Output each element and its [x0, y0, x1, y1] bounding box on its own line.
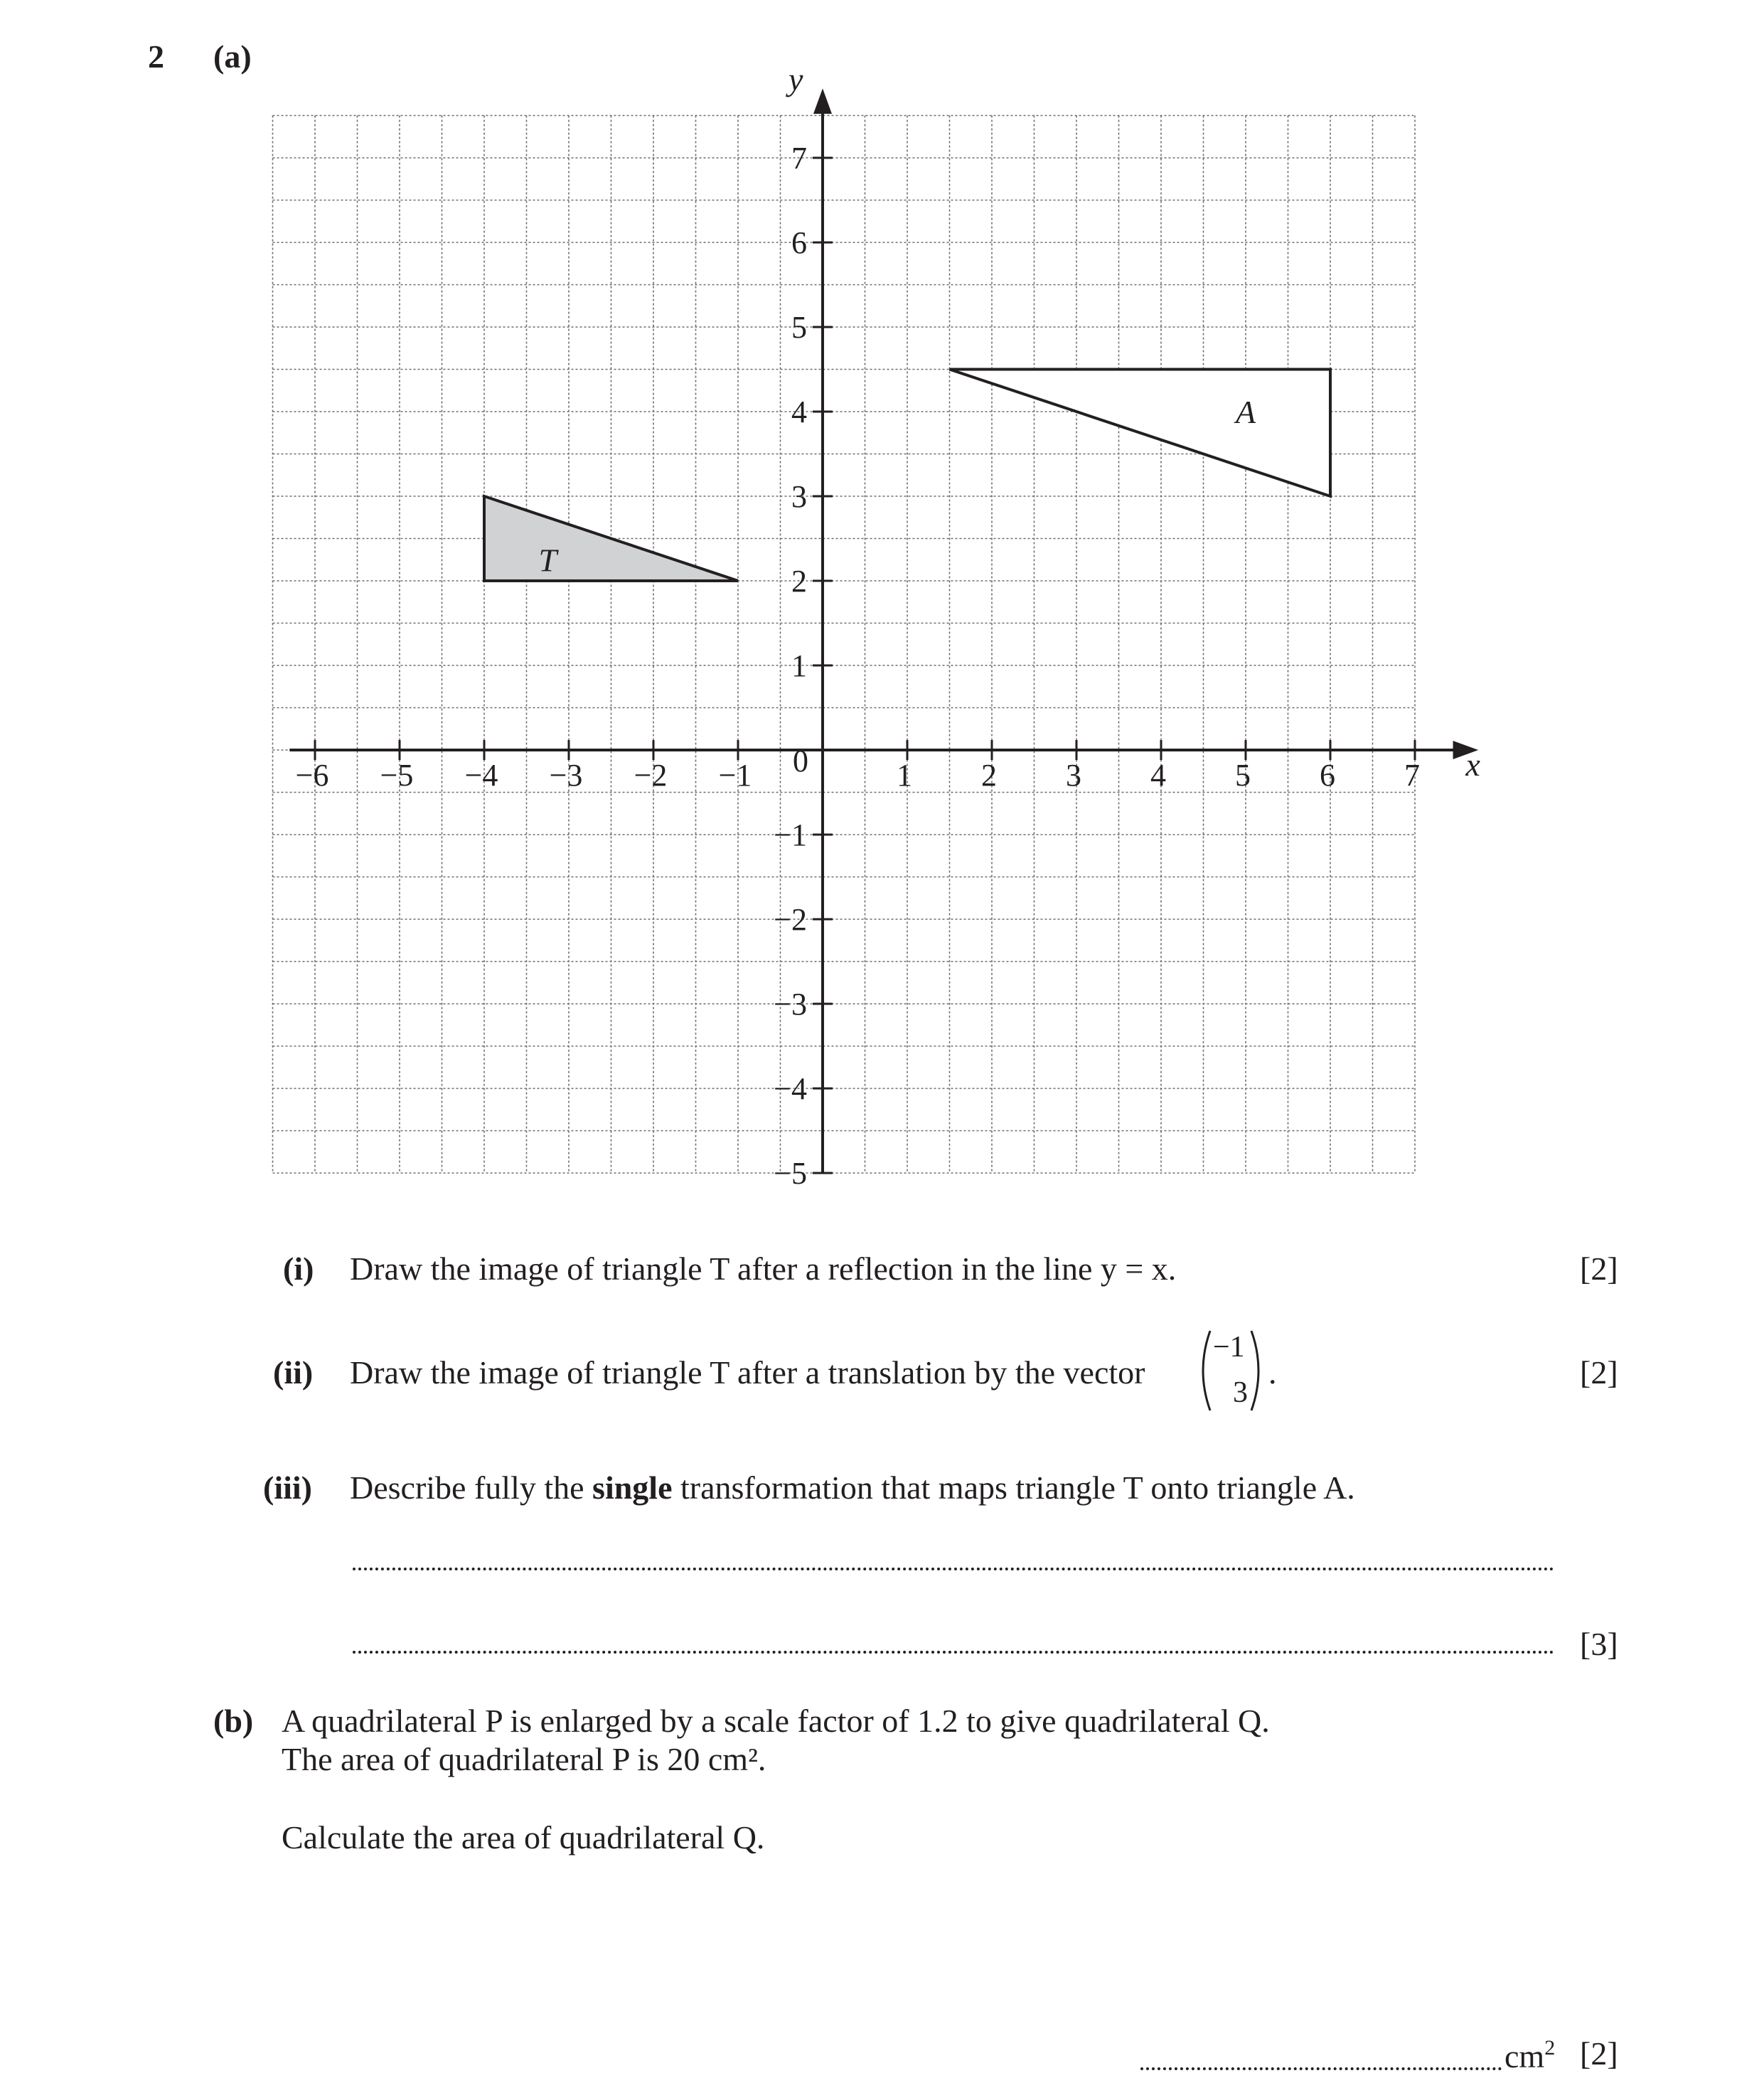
- sub-i-label: (i): [283, 1250, 314, 1287]
- x-tick-label: 5: [1235, 758, 1251, 793]
- triangle-a[interactable]: [950, 370, 1331, 497]
- y-tick-label: 5: [791, 310, 807, 345]
- answer-unit: [1504, 2037, 1555, 2073]
- sub-iii-text: [350, 1469, 1355, 1506]
- y-tick-label: 1: [791, 648, 807, 683]
- x-tick-label: −6: [295, 758, 329, 793]
- y-tick-label: −4: [774, 1071, 807, 1106]
- x-tick-label: −5: [380, 758, 414, 793]
- answer-unit-power: 2: [1544, 2036, 1556, 2060]
- part-b-marks: [2]: [1580, 2035, 1618, 2072]
- part-b-line-3: Calculate the area of quadrilateral Q.: [282, 1819, 765, 1855]
- y-tick-label: −5: [774, 1156, 807, 1191]
- sub-ii-label: (ii): [273, 1354, 314, 1391]
- answer-unit-text: cm: [1504, 2038, 1545, 2074]
- sub-i-marks: [2]: [1580, 1250, 1618, 1287]
- sub-iii-text-after: transformation that maps triangle T onto triangle A.: [672, 1469, 1355, 1506]
- y-tick-label: −2: [774, 902, 807, 937]
- x-axis-label: x: [1465, 746, 1480, 783]
- sub-i-text: Draw the image of triangle T after a reflection in the line y = x.: [350, 1250, 1177, 1287]
- y-tick-label: 2: [791, 564, 807, 599]
- part-a-label: (a): [213, 38, 252, 75]
- x-tick-label: −1: [718, 758, 752, 793]
- y-axis-arrow: [813, 88, 832, 114]
- answer-line-1[interactable]: [353, 1568, 1554, 1570]
- vector-bottom: 3: [1233, 1376, 1248, 1409]
- y-tick-label: −3: [774, 987, 807, 1022]
- part-b-line-2: The area of quadrilateral P is 20 cm².: [282, 1741, 766, 1777]
- sub-iii-text-bold: single: [592, 1469, 673, 1506]
- y-axis-label: y: [789, 60, 803, 97]
- x-tick-label: −3: [549, 758, 583, 793]
- part-b-line-1: A quadrilateral P is enlarged by a scale factor of 1.2 to give quadrilateral Q.: [282, 1703, 1270, 1739]
- translation-vector: [1194, 1328, 1273, 1413]
- sub-iii-label: (iii): [263, 1469, 312, 1506]
- x-tick-label: 2: [981, 758, 997, 793]
- x-tick-label: 6: [1320, 758, 1335, 793]
- x-tick-label: −4: [464, 758, 498, 793]
- x-tick-label: 3: [1066, 758, 1081, 793]
- x-tick-label: 7: [1404, 758, 1420, 793]
- x-tick-label: 4: [1150, 758, 1166, 793]
- y-tick-label: 6: [791, 225, 807, 260]
- triangle-label-t: T: [538, 542, 557, 579]
- sub-iii-text-before: Describe fully the: [350, 1469, 593, 1506]
- vector-full-stop: .: [1268, 1354, 1277, 1391]
- y-tick-label: −1: [774, 818, 807, 852]
- y-tick-label: 3: [791, 479, 807, 514]
- x-tick-label: 1: [897, 758, 912, 793]
- answer-line-b[interactable]: [1140, 2067, 1502, 2070]
- triangle-label-a: A: [1235, 394, 1256, 430]
- part-b-label: (b): [213, 1703, 254, 1739]
- sub-iii-marks: [3]: [1580, 1626, 1618, 1662]
- y-tick-label: 7: [791, 141, 807, 176]
- x-tick-label: −2: [634, 758, 668, 793]
- answer-line-2[interactable]: [353, 1651, 1554, 1654]
- sub-ii-marks: [2]: [1580, 1354, 1618, 1391]
- sub-ii-text: Draw the image of triangle T after a translation by the vector: [350, 1354, 1145, 1391]
- question-number: 2: [148, 38, 164, 75]
- y-tick-label: 4: [791, 395, 807, 429]
- vector-top: −1: [1213, 1331, 1245, 1364]
- origin-label: 0: [793, 744, 808, 778]
